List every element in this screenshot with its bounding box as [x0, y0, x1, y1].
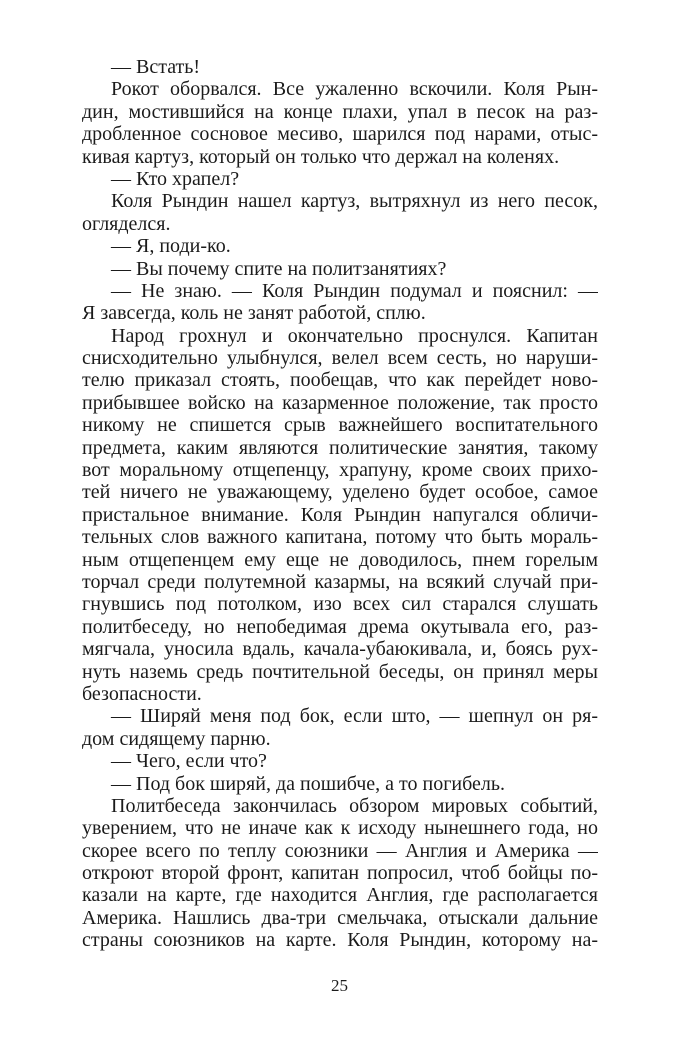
text-line: Политбеседа закончилась обзором мировых событий,: [111, 794, 598, 817]
text-line: — Кто храпел?: [111, 167, 240, 190]
page-number: 25: [331, 976, 348, 995]
paragraph: [82, 78, 598, 168]
text-line: — Не знаю. — Коля Рындин подумал и пояснил: —: [111, 279, 598, 302]
text-line: уверением, что не иначе как к исходу нынешнего года, но: [82, 817, 598, 840]
text-line: — Чего, если что?: [111, 750, 267, 773]
text-line: — Я, поди-ко.: [111, 235, 231, 258]
text-line: нуть наземь средь почтительной беседы, он принял меры: [82, 660, 598, 683]
text-line: Народ грохнул и окончательно проснулся. Капитан: [111, 324, 598, 347]
text-line: Америка. Нашлись два-три смельчака, отыскали дальние: [82, 906, 598, 929]
text-line: — Под бок ширяй, да пошибче, а то погибель.: [111, 772, 506, 795]
text-line: тей ничего не уважающему, уделено будет особое, самое: [82, 481, 598, 504]
text-line: никому не спишется срыв важнейшего воспитательного: [82, 414, 598, 437]
text-line: — Ширяй меня под бок, если што, — шепнул он ря-: [111, 705, 598, 728]
text-line: дом сидящему парню.: [82, 727, 271, 750]
text-line: ным отщепенцем ему еще не доводилось, пнем горелым: [82, 548, 598, 571]
text-line: гнувшись под потолком, изо всех сил старался слушать: [82, 593, 598, 616]
text-line: телю приказал стоять, пообещав, что как перейдет ново-: [82, 369, 598, 392]
paragraph: [82, 773, 598, 795]
text-line: страны союзников на карте. Коля Рындин, которому на-: [82, 929, 598, 952]
text-line: предмета, каким являются политические занятия, такому: [82, 436, 598, 459]
text-line: — Вы почему спите на политзанятиях?: [111, 257, 447, 280]
paragraph: [82, 280, 598, 325]
text-line: кивая картуз, который он только что держал на коленях.: [82, 145, 560, 168]
text-line: скорее всего по теплу союзники — Англия и Америка —: [82, 839, 598, 862]
text-line: Я завсегда, коль не занят работой, сплю.: [82, 302, 426, 325]
paragraph: [82, 795, 598, 952]
text-line: мягчала, уносила вдаль, качала-убаюкивала, и, боясь рух-: [82, 638, 598, 661]
paragraph: [82, 325, 598, 706]
text-line: политбеседу, но непобедимая дрема окутывала его, раз-: [82, 615, 598, 638]
text-line: снисходительно улыбнулся, велел всем сесть, но наруши-: [82, 347, 598, 370]
text-line: откроют второй фронт, капитан попросил, чтоб бойцы по-: [82, 862, 598, 885]
paragraph: [82, 168, 598, 190]
paragraph: [82, 258, 598, 280]
text-line: вот моральному отщепенцу, храпуну, кроме своих прихо-: [82, 459, 598, 482]
text-line: казали на карте, где находится Англия, где располагается: [82, 884, 598, 907]
paragraph: [82, 235, 598, 257]
text-line: Рокот оборвался. Все ужаленно вскочили. Коля Рын-: [111, 78, 598, 101]
text-line: тельных слов важного капитана, потому что быть мораль-: [82, 526, 598, 549]
text-line: прибывшее войско на казарменное положение, так просто: [82, 391, 598, 414]
text-line: — Встать!: [111, 56, 201, 78]
paragraph: [82, 750, 598, 772]
text-line: Коля Рындин нашел картуз, вытряхнул из него песок,: [111, 190, 598, 213]
text-line: пристальное внимание. Коля Рындин напугался обличи-: [82, 503, 598, 526]
paragraph: [82, 705, 598, 750]
text-block: [82, 56, 598, 952]
paragraph: [82, 190, 598, 235]
text-line: дин, мостившийся на конце плахи, упал в песок на раз-: [82, 100, 598, 123]
text-line: безопасности.: [82, 682, 202, 705]
text-line: дробленное сосновое месиво, шарился под нарами, отыс-: [82, 123, 598, 146]
text-line: огляделся.: [82, 212, 171, 235]
text-line: торчал среди полутемной казармы, на всякий случай при-: [82, 570, 598, 593]
paragraph: [82, 56, 598, 78]
